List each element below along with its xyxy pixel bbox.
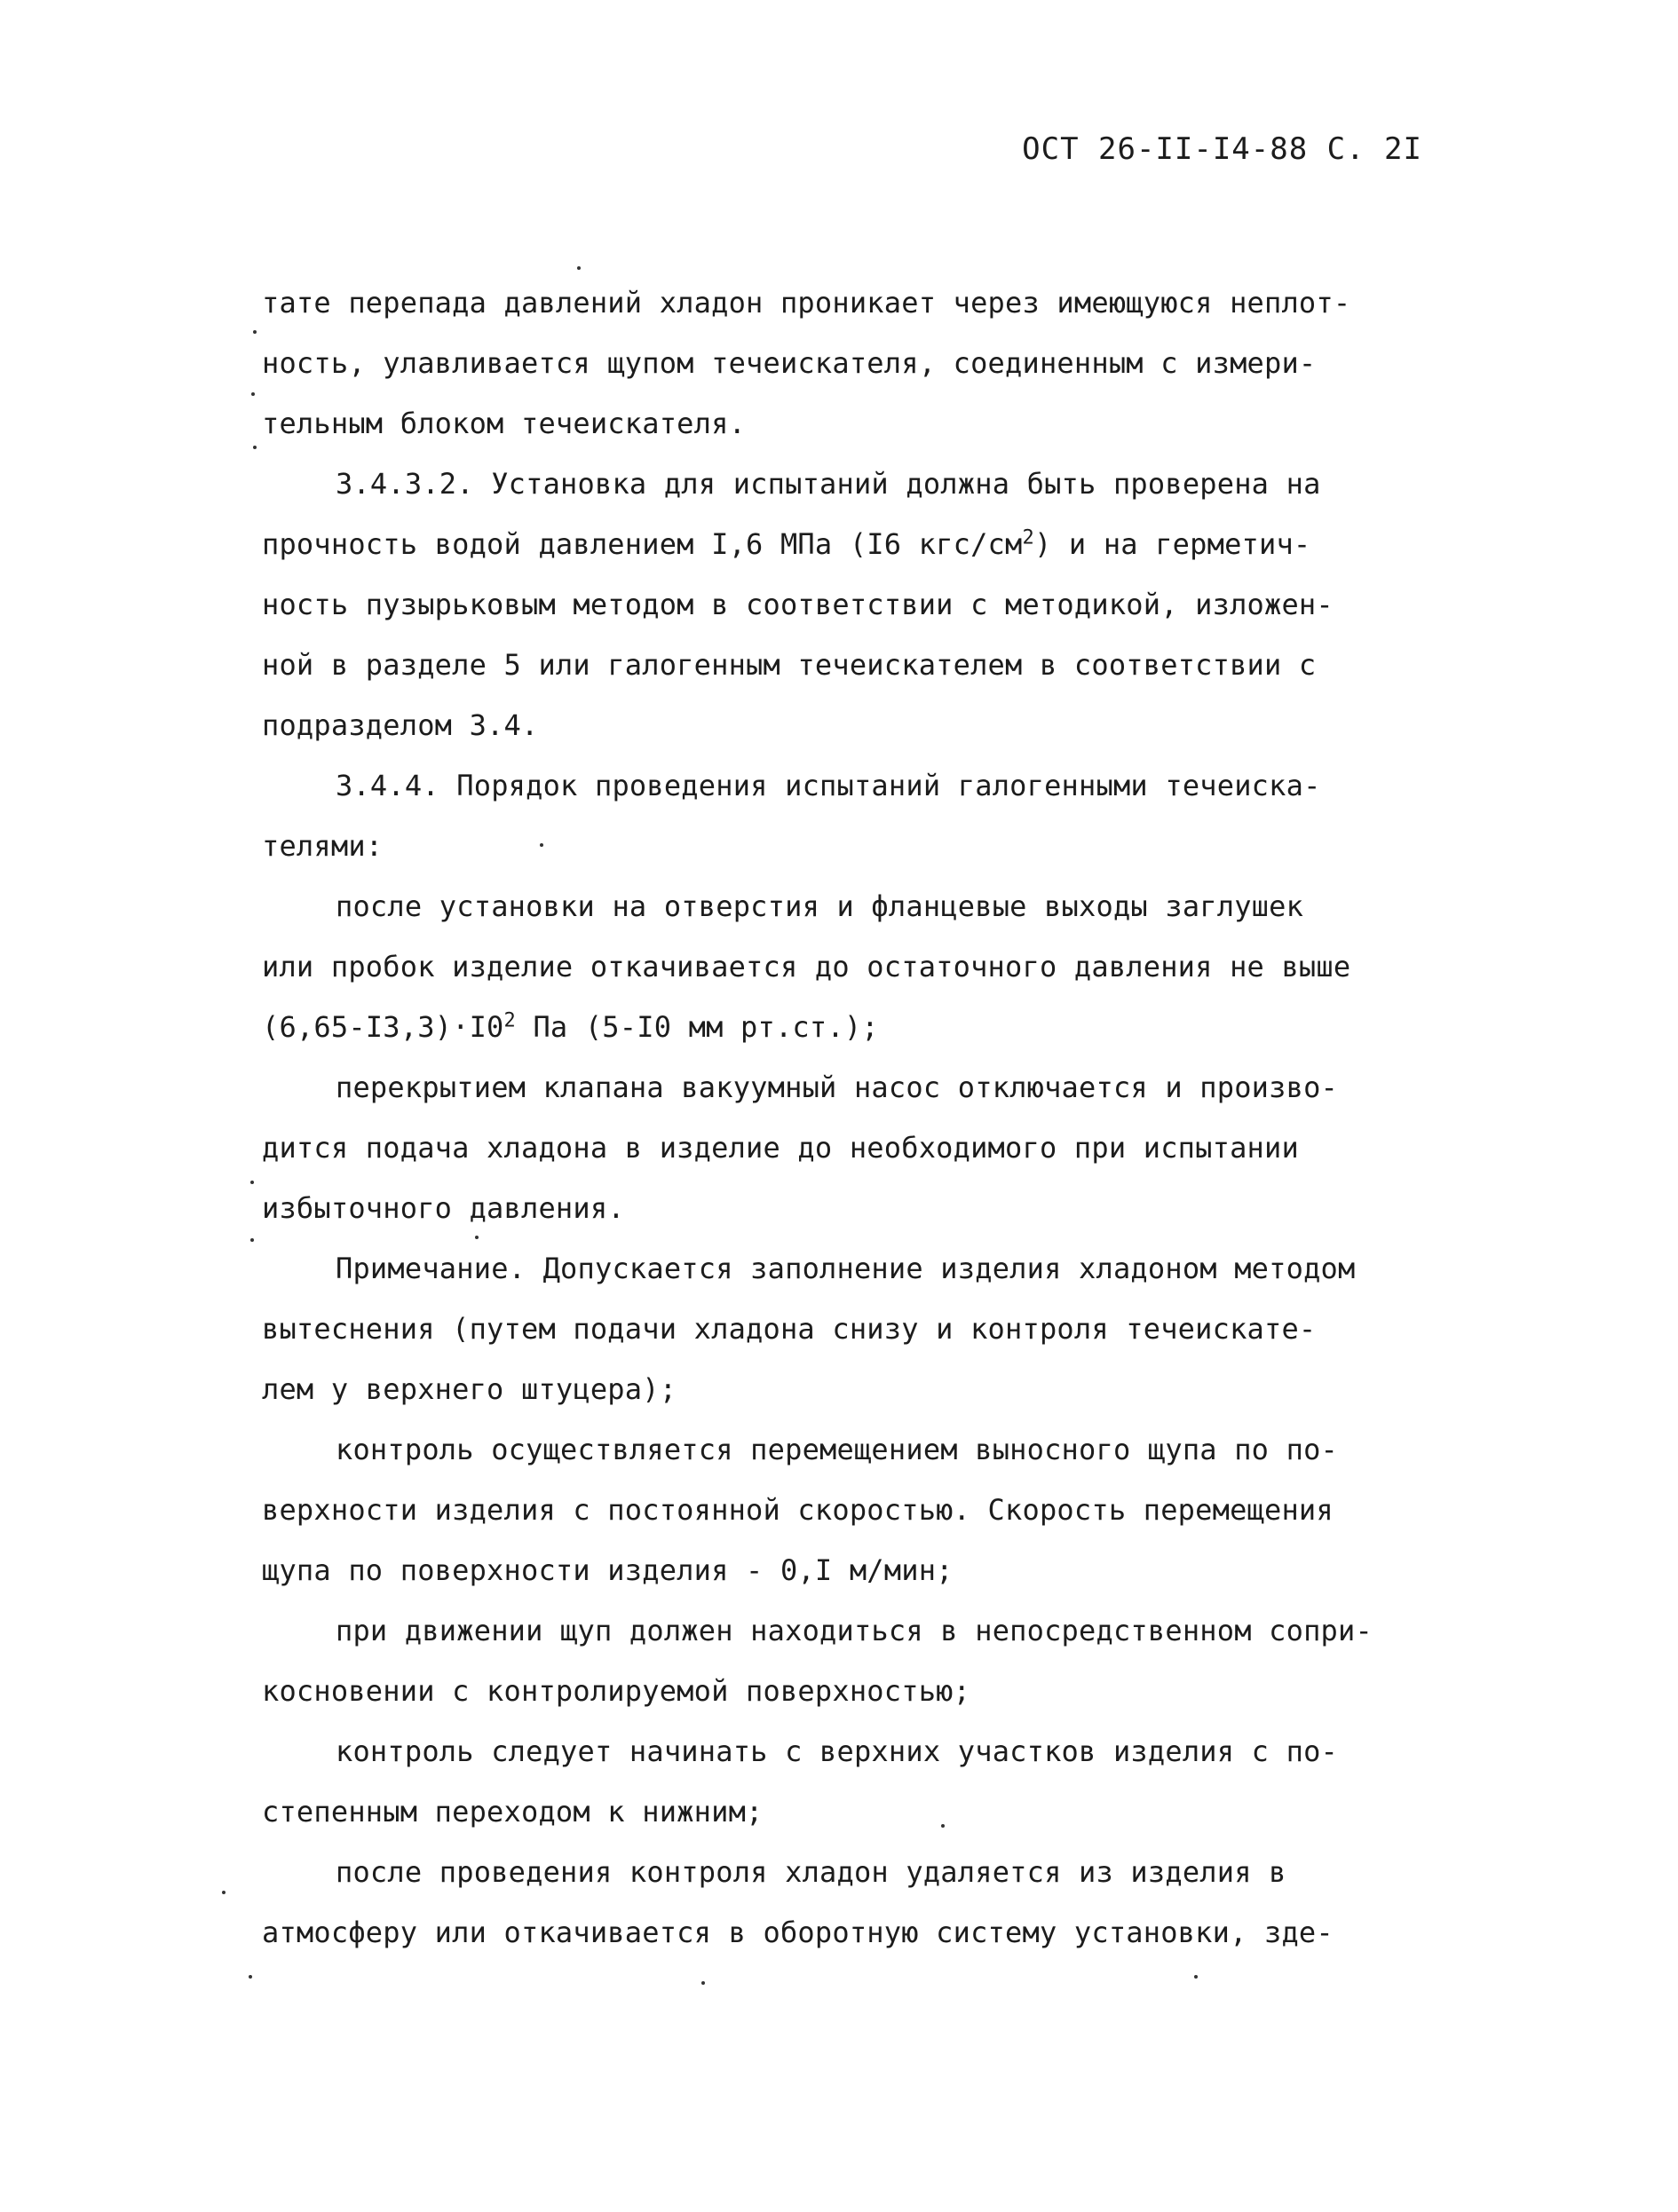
scan-speck (577, 266, 581, 270)
scan-speck (540, 843, 543, 847)
scan-speck (1194, 1975, 1198, 1979)
text-line: 3.4.4. Порядок проведения испытаний галогенными течеиска- (336, 769, 1321, 802)
text-line: или пробок изделие откачивается до остаточного давления не выше (262, 950, 1351, 984)
text-line: подразделом 3.4. (262, 708, 539, 742)
text-line: при движении щуп должен находиться в непосредственном сопри- (336, 1614, 1373, 1647)
text-line: ность, улавливается щупом течеискателя, соединенным с измери- (262, 346, 1317, 380)
scan-speck (941, 1824, 945, 1828)
text-line: дится подача хладона в изделие до необходимого при испытании (262, 1131, 1299, 1165)
text-line: контроль следует начинать с верхних участков изделия с по- (336, 1734, 1339, 1768)
text-line: верхности изделия с постоянной скоростью. Скорость перемещения (262, 1493, 1334, 1527)
text-line: лем у верхнего штуцера); (262, 1372, 677, 1406)
scan-speck (250, 1181, 254, 1184)
text-line: вытеснения (путем подачи хладона снизу и контроля течеискате- (262, 1312, 1317, 1346)
text-segment: (6,65-I3,3)·I0 (262, 1010, 504, 1044)
superscript: 2 (503, 1009, 516, 1032)
text-line: ной в разделе 5 или галогенным течеискателем в соответствии с (262, 648, 1317, 682)
scan-speck (222, 1891, 226, 1894)
text-line: телями: (262, 829, 384, 863)
superscript: 2 (1022, 526, 1034, 549)
text-line: щупа по поверхности изделия - 0,I м/мин; (262, 1553, 954, 1587)
text-line: Примечание. Допускается заполнение изделия хладоном методом (336, 1252, 1356, 1285)
text-line-with-superscript (262, 527, 1310, 561)
text-line: тельным блоком течеискателя. (262, 407, 747, 440)
text-line: тате перепада давлений хладон проникает через имеющуюся неплот- (262, 286, 1351, 320)
scan-speck (475, 1236, 479, 1239)
text-line: 3.4.3.2. Установка для испытаний должна быть проверена на (336, 467, 1321, 501)
text-line-with-superscript (262, 1010, 879, 1044)
text-line: перекрытием клапана вакуумный насос отключается и произво- (336, 1070, 1339, 1104)
scan-speck (701, 1981, 705, 1985)
text-line: косновении с контролируемой поверхностью; (262, 1674, 971, 1708)
scan-speck (253, 330, 257, 334)
text-segment: прочность водой давлением I,6 МПа (I6 кгс/см (262, 527, 1023, 561)
text-line: избыточного давления. (262, 1191, 625, 1225)
text-line: после установки на отверстия и фланцевые выходы заглушек (336, 889, 1304, 923)
text-line: атмосферу или откачивается в оборотную систему установки, зде- (262, 1916, 1334, 1949)
text-line: после проведения контроля хладон удаляется из изделия в (336, 1855, 1286, 1889)
document-header: ОСТ 26-II-I4-88 С. 2I (1022, 131, 1422, 167)
text-line: степенным переходом к нижним; (262, 1795, 764, 1829)
scan-speck (250, 1238, 254, 1242)
scan-speck (251, 392, 255, 396)
text-line: ность пузырьковым методом в соответствии с методикой, изложен- (262, 588, 1334, 621)
scan-speck (249, 1975, 252, 1979)
text-segment: ) и на герметич- (1033, 527, 1311, 561)
text-line: контроль осуществляется перемещением выносного щупа по по- (336, 1433, 1339, 1466)
text-segment: Па (5-I0 мм рт.ст.); (515, 1010, 879, 1044)
scan-speck (253, 446, 257, 449)
